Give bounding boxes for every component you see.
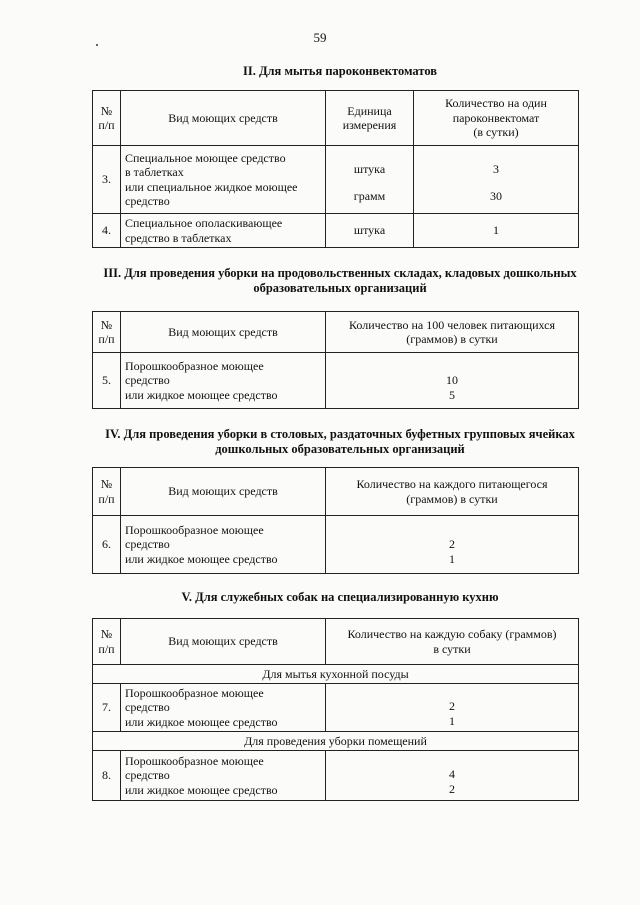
table-section-5 [92,618,579,801]
header-qty: Количество на один пароконвектомат (в сутки) [414,91,579,146]
header-num: № п/п [93,619,121,665]
row-means: Порошкообразное моющее средство или жидкое моющее средство [121,516,326,574]
row-qty: 10 5 [326,353,579,409]
table-row [93,146,579,214]
table-row [93,353,579,409]
row-means: Специальное моющее средство в таблетках или специальное жидкое моющее средство [121,146,326,214]
header-qty: Количество на 100 человек питающихся (граммов) в сутки [326,312,579,353]
row-means: Специальное ополаскивающее средство в таблетках [121,214,326,248]
section-3-title: III. Для проведения уборки на продовольственных складах, кладовых дошкольных образовательных организаций [103,266,577,295]
row-qty: 1 [414,214,579,248]
section-2-title: II. Для мытья пароконвектоматов [242,64,438,78]
table-row [93,516,579,574]
table-header-row [93,91,579,146]
table-section-4 [92,467,579,574]
table-section-3 [92,311,579,409]
header-means: Вид моющих средств [121,312,326,353]
subheader-dishes: Для мытья кухонной посуды [93,665,579,684]
row-qty: 3 30 [414,146,579,214]
section-4-title: IV. Для проведения уборки в столовых, раздаточных буфетных групповых ячейках дошкольных образовательных организаций [105,427,575,456]
header-means: Вид моющих средств [121,619,326,665]
subheader-row [93,732,579,751]
header-unit: Единица измерения [326,91,414,146]
row-num: 8. [93,751,121,801]
row-means: Порошкообразное моющее средство или жидкое моющее средство [121,684,326,732]
section-5-title: V. Для служебных собак на специализированную кухню [181,590,499,604]
header-num: № п/п [93,468,121,516]
row-unit: штука [326,214,414,248]
row-units: штука грамм [326,146,414,214]
row-num: 3. [93,146,121,214]
header-num: № п/п [93,91,121,146]
table-row [93,214,579,248]
table-header-row [93,619,579,665]
row-num: 7. [93,684,121,732]
header-qty: Количество на каждую собаку (граммов) в сутки [326,619,579,665]
header-num: № п/п [93,312,121,353]
table-row [93,684,579,732]
page-number: 59 [313,30,327,45]
table-header-row [93,312,579,353]
table-section-2 [92,90,579,248]
subheader-row [93,665,579,684]
header-means: Вид моющих средств [121,468,326,516]
header-qty: Количество на каждого питающегося (граммов) в сутки [326,468,579,516]
row-num: 4. [93,214,121,248]
table-row [93,751,579,801]
row-qty: 2 1 [326,516,579,574]
header-means: Вид моющих средств [121,91,326,146]
scan-speck [96,44,98,46]
subheader-rooms: Для проведения уборки помещений [93,732,579,751]
row-qty: 4 2 [326,751,579,801]
row-means: Порошкообразное моющее средство или жидкое моющее средство [121,751,326,801]
table-header-row [93,468,579,516]
row-means: Порошкообразное моющее средство или жидкое моющее средство [121,353,326,409]
row-num: 6. [93,516,121,574]
row-num: 5. [93,353,121,409]
row-qty: 2 1 [326,684,579,732]
